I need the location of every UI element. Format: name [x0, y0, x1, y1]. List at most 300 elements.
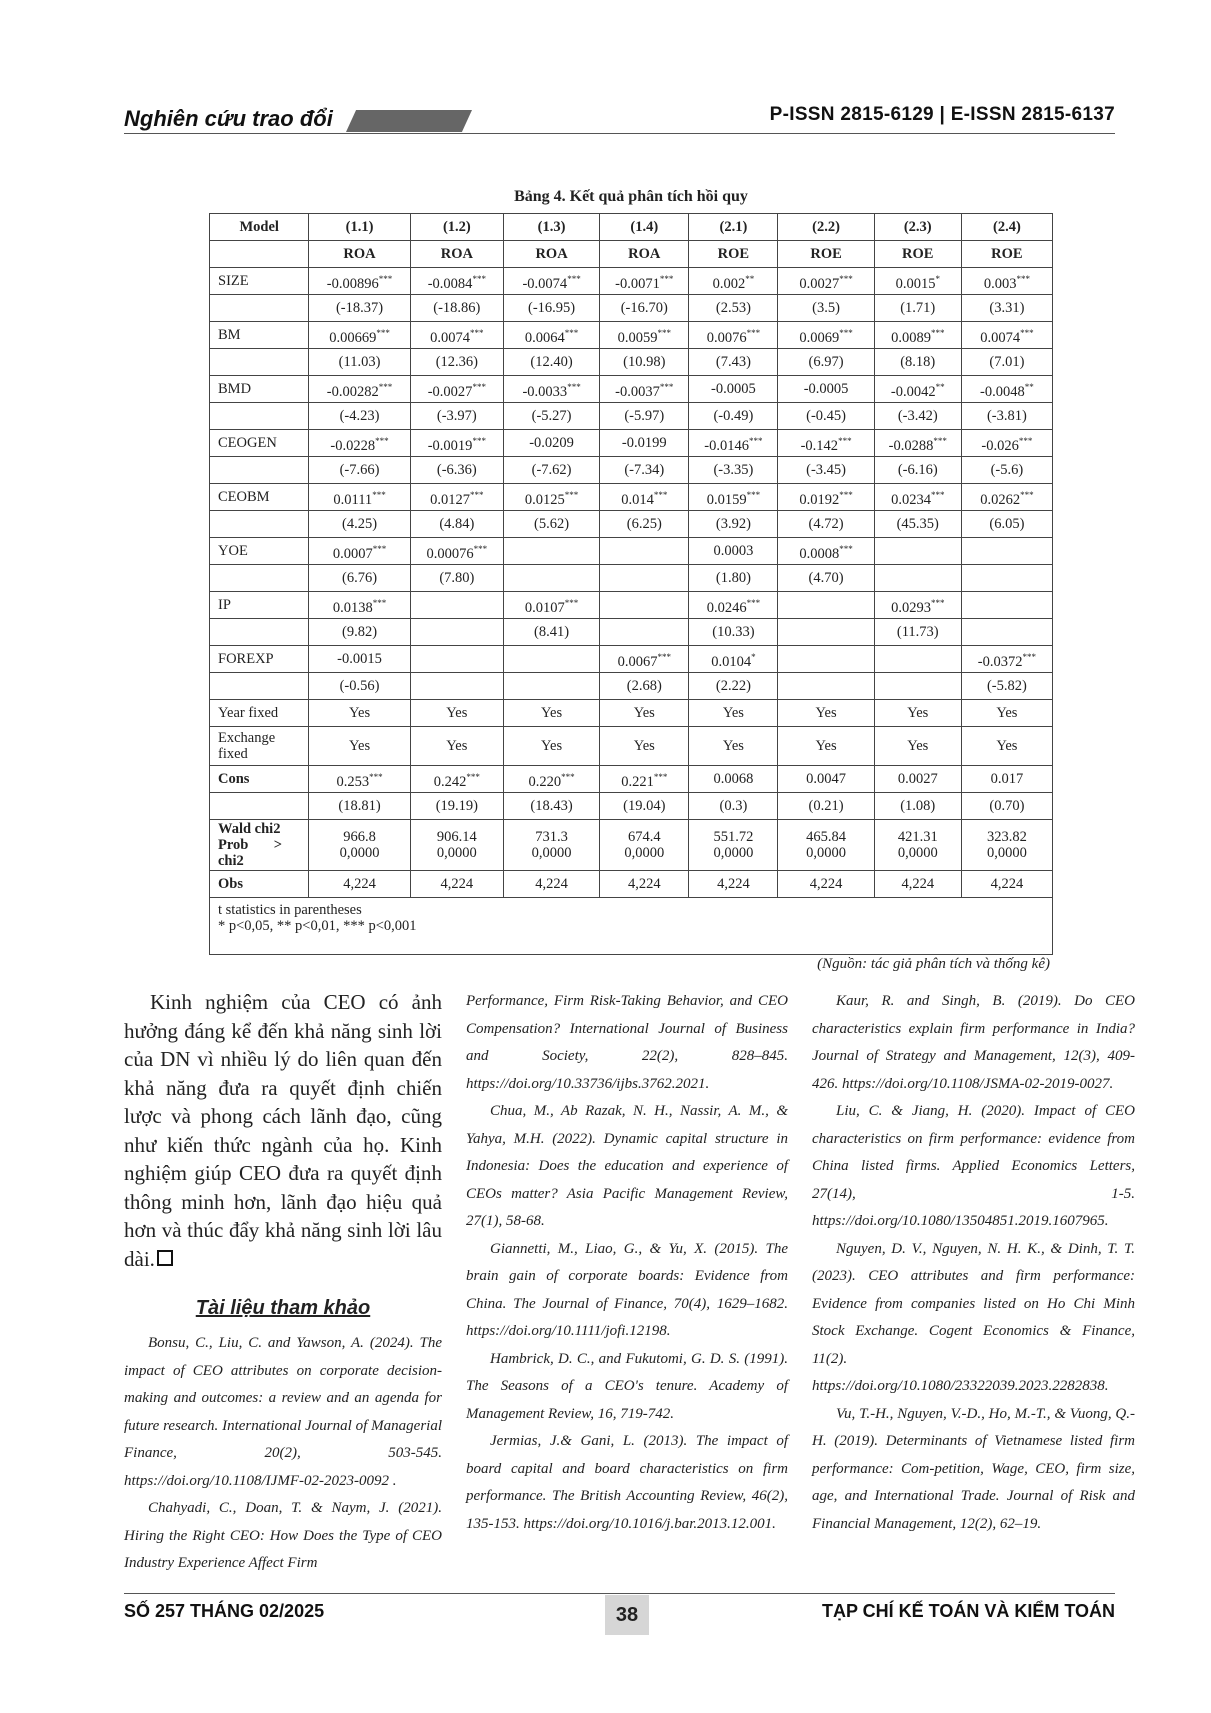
significance-stars: **: [935, 381, 945, 392]
significance-stars: ***: [930, 327, 945, 338]
row-label: Year fixed: [210, 700, 309, 727]
table-cell: [600, 820, 689, 871]
table-cell: -0.0005: [689, 376, 778, 403]
significance-stars: ***: [839, 273, 853, 284]
table-cell: [778, 430, 874, 457]
cell-value: -0.0019: [427, 437, 473, 454]
prob-value: 0,0000: [436, 845, 477, 861]
cell-value: -0.0146: [704, 437, 749, 454]
table-cell: (-5.27): [503, 403, 599, 430]
cons-t-row: [210, 793, 1053, 820]
table-cell: [503, 592, 599, 619]
row-label: FOREXP: [210, 646, 309, 673]
cell-value: 0.014: [621, 491, 654, 508]
cons-row: [210, 766, 1053, 793]
table-cell: (0.21): [778, 793, 874, 820]
cell-value: 0.242: [433, 773, 467, 790]
table-cell: Yes: [309, 727, 410, 766]
significance-stars: ***: [930, 489, 945, 500]
prob-value: 0,0000: [897, 845, 938, 861]
issue-label: SỐ 257 THÁNG 02/2025: [124, 1601, 325, 1621]
table-row: [210, 349, 1053, 376]
reference-entry: Liu, C. & Jiang, H. (2020). Impact of CEO characteristics on firm performance: evidence from China listed firms. Applied Economics Letters, 27(14), 1-5. https://doi.org/10.1080/13504851.2019.1607965.: [812, 1103, 1135, 1229]
table-cell: (2.3): [874, 214, 961, 241]
table-cell: (6.76): [309, 565, 410, 592]
table-cell: [874, 268, 961, 295]
table-cell: [689, 484, 778, 511]
cell-value: 0.003: [983, 275, 1017, 292]
reference-entry: Bonsu, C., Liu, C. and Yawson, A. (2024). The impact of CEO attributes on corporate decision-making and outcomes: a review and an agenda for future research. International Journal of Managerial Finance, 20(2), 503-545. https://doi.org/10.1108/IJMF-02-2023-0092 .: [124, 1335, 442, 1489]
prob-value: 0,0000: [339, 845, 380, 861]
wald-cell: [506, 829, 597, 861]
table-caption: Bảng 4. Kết quả phân tích hồi quy: [514, 188, 748, 205]
reference-entry: Vu, T.-H., Nguyen, V.-D., Ho, M.-T., & Vuong, Q.-H. (2019). Determinants of Vietnamese listed firm performance: Com-petition, Wage, CEO, firm size, age, and International Trade. Journal of Risk and Financial Management, 12(2), 62–19.: [812, 1405, 1135, 1532]
table-cell: (7.43): [689, 349, 778, 376]
table-cell: [503, 646, 599, 673]
end-of-article-mark: [157, 1250, 173, 1266]
table-cell: [778, 820, 874, 871]
significance-stars: ***: [472, 381, 486, 392]
table-cell: 4,224: [503, 871, 599, 898]
significance-stars: ***: [372, 543, 387, 554]
cell-value: -0.0037: [615, 383, 660, 400]
label-line: Exchange: [218, 730, 276, 746]
table-cell: [600, 538, 689, 565]
reference-entry: Performance, Firm Risk-Taking Behavior, and CEO Compensation? International Journal of Business and Society, 22(2), 828–845. https://doi.org/10.33736/ijbs.3762.2021.: [466, 993, 788, 1092]
prob-value: 0,0000: [531, 845, 572, 861]
table-cell: (4.84): [410, 511, 503, 538]
significance-stars: ***: [1020, 327, 1034, 338]
table-cell: [961, 430, 1052, 457]
table-cell: 4,224: [309, 871, 410, 898]
column-3: [812, 988, 1135, 1538]
table-cell: [874, 430, 961, 457]
wald-cell: [964, 829, 1050, 861]
cell-value: -0.0071: [615, 275, 660, 292]
table-row: [210, 592, 1053, 619]
cell-value: 0.0059: [617, 329, 658, 346]
table-cell: [410, 430, 503, 457]
table-cell: (19.04): [600, 793, 689, 820]
table-cell: Yes: [689, 727, 778, 766]
table-cell: [309, 322, 410, 349]
table-cell: (-16.95): [503, 295, 599, 322]
cell-value: 0.0027: [799, 275, 840, 292]
table-row: [210, 430, 1053, 457]
row-label: CEOBM: [210, 484, 309, 511]
table-cell: ROE: [874, 241, 961, 268]
significance-stars: ***: [567, 381, 581, 392]
table-cell: (2.1): [689, 214, 778, 241]
prob-value: 0,0000: [624, 845, 665, 861]
table-cell: [778, 538, 874, 565]
table-cell: (4.70): [778, 565, 874, 592]
column-1: [124, 988, 442, 1578]
significance-stars: *: [751, 651, 756, 662]
wald-chi2-value: 731.3: [535, 829, 568, 845]
table-cell: (3.5): [778, 295, 874, 322]
table-cell: [503, 820, 599, 871]
table-cell: (5.62): [503, 511, 599, 538]
row-label: [210, 820, 309, 871]
table-cell: [410, 766, 503, 793]
table-cell: [874, 322, 961, 349]
table-cell: [410, 538, 503, 565]
table-cell: 4,224: [410, 871, 503, 898]
row-label: Cons: [210, 766, 309, 793]
table-cell: (2.68): [600, 673, 689, 700]
table-cell: (-5.6): [961, 457, 1052, 484]
table-cell: (3.92): [689, 511, 778, 538]
row-label: [210, 295, 309, 322]
significance-stars: ***: [369, 771, 383, 782]
table-cell: [309, 376, 410, 403]
cell-value: -0.00282: [326, 383, 379, 400]
table-row: [210, 673, 1053, 700]
wald-row: [210, 820, 1053, 871]
label-line: Prob >: [218, 837, 282, 853]
section-title: Nghiên cứu trao đổi: [124, 106, 333, 131]
significance-stars: ***: [1018, 435, 1033, 446]
table-cell: (1.08): [874, 793, 961, 820]
table-cell: [874, 484, 961, 511]
table-cell: [600, 376, 689, 403]
notes-row: [210, 898, 1053, 955]
prob-value: 0,0000: [986, 845, 1027, 861]
significance-stars: **: [745, 273, 755, 284]
reference-entry: Chua, M., Ab Razak, N. H., Nassir, A. M., & Yahya, M.H. (2022). Dynamic capital structure in Indonesia: Does the education and experience of CEOs matter? Asia Pacific Management Review, 27(1), 58-68.: [466, 1103, 788, 1229]
table-cell: (2.2): [778, 214, 874, 241]
table-cell: Yes: [410, 700, 503, 727]
table-row: [210, 511, 1053, 538]
row-label: [210, 619, 309, 646]
table-cell: Yes: [961, 700, 1052, 727]
table-cell: [503, 268, 599, 295]
table-cell: [778, 673, 874, 700]
table-cell: [600, 484, 689, 511]
significance-stars: ***: [472, 435, 486, 446]
row-label: BM: [210, 322, 309, 349]
significance-stars: ***: [376, 327, 390, 338]
table-cell: [600, 766, 689, 793]
table-cell: [309, 484, 410, 511]
table-cell: ROA: [410, 241, 503, 268]
reference-entry: Jermias, J.& Gani, L. (2013). The impact of board capital and board characteristics on firm performance. The British Accounting Review, 46(2), 135-153. https://doi.org/10.1016/j.bar.2013.12.001.: [466, 1433, 788, 1532]
cell-value: 0.0104: [711, 653, 752, 670]
table-cell: (1.3): [503, 214, 599, 241]
cell-value: 0.0064: [524, 329, 565, 346]
table-cell: (-7.66): [309, 457, 410, 484]
cell-value: 0.0246: [706, 599, 747, 616]
table-row: [210, 376, 1053, 403]
row-label: Model: [210, 214, 309, 241]
cell-value: 0.0107: [524, 599, 565, 616]
table-cell: [600, 646, 689, 673]
table-cell: [778, 268, 874, 295]
table-cell: [874, 646, 961, 673]
table-cell: [600, 592, 689, 619]
row-label: [210, 673, 309, 700]
cell-value: 0.0127: [430, 491, 471, 508]
footer-divider: [124, 1593, 1115, 1594]
table-cell: Yes: [410, 727, 503, 766]
table-cell: [689, 430, 778, 457]
exchange-fixed-label: [218, 730, 306, 762]
row-label: Obs: [210, 871, 309, 898]
significance-stars: ***: [470, 327, 484, 338]
table-cell: -0.0199: [600, 430, 689, 457]
wald-chi2-value: 906.14: [436, 829, 477, 845]
table-cell: (11.03): [309, 349, 410, 376]
table-cell: (6.05): [961, 511, 1052, 538]
cell-value: -0.026: [981, 437, 1019, 454]
wald-cell: [877, 829, 959, 861]
table-cell: [309, 820, 410, 871]
table-cell: (-0.45): [778, 403, 874, 430]
exchange-fixed-row: [210, 727, 1053, 766]
table-cell: [503, 766, 599, 793]
table-cell: -0.0015: [309, 646, 410, 673]
row-label: [210, 403, 309, 430]
obs-row: [210, 871, 1053, 898]
table-cell: [961, 592, 1052, 619]
table-cell: [503, 673, 599, 700]
significance-stars: ***: [564, 597, 579, 608]
table-cell: (2.22): [689, 673, 778, 700]
table-cell: (-6.36): [410, 457, 503, 484]
significance-stars: ***: [372, 489, 386, 500]
cell-value: 0.0125: [524, 491, 565, 508]
table-row: [210, 484, 1053, 511]
table-cell: [689, 592, 778, 619]
label-line: chi2: [218, 853, 244, 869]
table-cell: (0.3): [689, 793, 778, 820]
significance-stars: ***: [746, 327, 761, 338]
cell-value: -0.0048: [980, 383, 1025, 400]
body-paragraph-text: Kinh nghiệm của CEO có ảnh hưởng đáng kể đến khả năng sinh lời của DN vì nhiều lý do liên quan đến khả năng đưa ra quyết định chiến lược và phong cách lãnh đạo, cũng như kiến thức ngành của họ. Kinh nghiệm giúp CEO đưa ra quyết định thông minh hơn, lãnh đạo hiệu quả hơn và thúc đẩy khả năng sinh lời lâu dài.: [124, 990, 442, 1271]
wald-chi2-value: 421.31: [897, 829, 938, 845]
table-row: [210, 403, 1053, 430]
significance-stars: ***: [378, 273, 393, 284]
body-paragraph: [124, 988, 442, 1273]
table-cell: [600, 565, 689, 592]
table-cell: ROE: [778, 241, 874, 268]
cell-value: -0.0084: [427, 275, 473, 292]
cell-value: 0.0008: [799, 545, 840, 562]
table-notes: [210, 898, 1053, 955]
table-cell: [961, 565, 1052, 592]
column-2: [466, 988, 788, 1538]
header-divider: [124, 133, 1115, 134]
significance-stars: ***: [746, 597, 761, 608]
table-row: [210, 295, 1053, 322]
table-cell: (18.81): [309, 793, 410, 820]
table-cell: (9.82): [309, 619, 410, 646]
table-cell: (7.01): [961, 349, 1052, 376]
table-cell: (2.53): [689, 295, 778, 322]
cell-value: 0.220: [528, 773, 562, 790]
references-heading: Tài liệu tham khảo: [195, 1297, 371, 1319]
cell-value: 0.002: [712, 275, 746, 292]
significance-stars: ***: [378, 381, 393, 392]
table-cell: Yes: [874, 700, 961, 727]
table-cell: (6.97): [778, 349, 874, 376]
wald-cell: [691, 829, 775, 861]
table-cell: [961, 376, 1052, 403]
cell-value: -0.0372: [977, 653, 1023, 670]
table-cell: [778, 619, 874, 646]
table-cell: [961, 619, 1052, 646]
cell-value: 0.0138: [332, 599, 373, 616]
cell-value: 0.0015: [895, 275, 936, 292]
table-cell: Yes: [961, 727, 1052, 766]
table-cell: [961, 484, 1052, 511]
table-row: [210, 646, 1053, 673]
table-cell: (12.40): [503, 349, 599, 376]
table-cell: Yes: [874, 727, 961, 766]
table-cell: 0.0027: [874, 766, 961, 793]
table-cell: (-7.62): [503, 457, 599, 484]
row-label: BMD: [210, 376, 309, 403]
table-cell: (-3.42): [874, 403, 961, 430]
significance-stars: ***: [375, 435, 389, 446]
row-label: SIZE: [210, 268, 309, 295]
table-cell: Yes: [600, 727, 689, 766]
cell-value: 0.0192: [799, 491, 840, 508]
significance-stars: ***: [653, 489, 668, 500]
table-cell: (-4.23): [309, 403, 410, 430]
table-cell: [874, 565, 961, 592]
references-col2: [466, 988, 788, 1538]
cell-value: -0.0042: [890, 383, 936, 400]
significance-stars: ***: [839, 489, 853, 500]
table-cell: [503, 484, 599, 511]
row-label: [210, 511, 309, 538]
table-cell: Yes: [600, 700, 689, 727]
table-cell: [410, 673, 503, 700]
journal-name: TẠP CHÍ KẾ TOÁN VÀ KIỂM TOÁN: [821, 1601, 1115, 1621]
table-cell: [309, 538, 410, 565]
row-label: [210, 457, 309, 484]
table-cell: [689, 268, 778, 295]
table-cell: 0.017: [961, 766, 1052, 793]
table-cell: Yes: [778, 727, 874, 766]
table-cell: 0.0047: [778, 766, 874, 793]
table-row: [210, 538, 1053, 565]
table-cell: [600, 322, 689, 349]
table-cell: [410, 268, 503, 295]
wald-chi2-value: 551.72: [713, 829, 754, 845]
table-cell: (-7.34): [600, 457, 689, 484]
table-cell: -0.0005: [778, 376, 874, 403]
table-cell: [874, 376, 961, 403]
wald-chi2-value: 966.8: [343, 829, 376, 845]
table-cell: [961, 820, 1052, 871]
significance-stars: ***: [838, 435, 852, 446]
significance-stars: ***: [564, 489, 579, 500]
table-cell: ROE: [689, 241, 778, 268]
table-cell: 4,224: [689, 871, 778, 898]
significance-stars: ***: [657, 327, 671, 338]
table-cell: (1.2): [410, 214, 503, 241]
significance-stars: ***: [466, 771, 480, 782]
row-label: [210, 241, 309, 268]
cell-value: -0.00896: [326, 275, 379, 292]
cell-value: -0.0027: [427, 383, 473, 400]
table-cell: [503, 322, 599, 349]
wald-chi2-value: 323.82: [986, 829, 1027, 845]
significance-stars: ***: [1016, 273, 1030, 284]
row-label: [210, 793, 309, 820]
references-col1: [124, 1330, 442, 1578]
significance-stars: **: [1024, 381, 1034, 392]
table-cell: (-3.97): [410, 403, 503, 430]
table-cell: (8.41): [503, 619, 599, 646]
significance-stars: ***: [1022, 651, 1036, 662]
table-cell: [410, 592, 503, 619]
reference-entry: Chahyadi, C., Doan, T. & Naym, J. (2021). Hiring the Right CEO: How Does the Type of CEO Industry Experience Affect Firm: [124, 1500, 442, 1571]
wald-cell: [780, 829, 871, 861]
table-cell: [961, 538, 1052, 565]
table-cell: (-18.86): [410, 295, 503, 322]
table-cell: (4.72): [778, 511, 874, 538]
significance-stars: ***: [657, 651, 671, 662]
table-cell: [778, 484, 874, 511]
row-label: [210, 565, 309, 592]
significance-stars: *: [935, 273, 940, 284]
significance-stars: ***: [748, 435, 763, 446]
table-cell: (18.43): [503, 793, 599, 820]
table-cell: [778, 592, 874, 619]
significance-stars: ***: [653, 771, 668, 782]
table-cell: [410, 376, 503, 403]
table-cell: [503, 376, 599, 403]
cell-value: 0.0074: [980, 329, 1021, 346]
table-cell: 4,224: [961, 871, 1052, 898]
table-row: [210, 700, 1053, 727]
cell-value: -0.0074: [522, 275, 568, 292]
significance-stars: ***: [561, 771, 575, 782]
table-cell: [874, 820, 961, 871]
table-cell: 4,224: [874, 871, 961, 898]
table-cell: [961, 646, 1052, 673]
table-cell: (4.25): [309, 511, 410, 538]
wald-chi2-value: 465.84: [806, 829, 847, 845]
table-cell: [410, 820, 503, 871]
reference-entry: Nguyen, D. V., Nguyen, N. H. K., & Dinh, T. T. (2023). CEO attributes and firm performance: Evidence from companies listed on Ho Chi Minh Stock Exchange. Cogent Economics & Finance, 11(2). https://doi.org/10.1080/23322039.2023.2282838.: [812, 1240, 1135, 1394]
table-cell: [410, 484, 503, 511]
label-line: fixed: [218, 746, 248, 762]
significance-stars: ***: [930, 597, 945, 608]
significance-stars: ***: [567, 273, 581, 284]
cell-value: 0.0074: [430, 329, 471, 346]
header-row: [210, 241, 1053, 268]
reference-entry: Giannetti, M., Liao, G., & Yu, X. (2015). The brain gain of corporate boards: Evidence from China. The Journal of Finance, 70(4), 1629–1682. https://doi.org/10.1111/jofi.12198.: [466, 1240, 788, 1339]
row-label: [210, 727, 309, 766]
significance-stars: ***: [372, 597, 387, 608]
table-cell: [309, 766, 410, 793]
header-decoration-bar: [346, 110, 472, 132]
table-cell: (-6.16): [874, 457, 961, 484]
prob-value: 0,0000: [713, 845, 754, 861]
table-cell: (1.71): [874, 295, 961, 322]
page-number: 38: [605, 1595, 649, 1635]
prob-value: 0,0000: [806, 845, 847, 861]
table-cell: [961, 322, 1052, 349]
table-cell: (3.31): [961, 295, 1052, 322]
table-cell: Yes: [503, 727, 599, 766]
note-line: t statistics in parentheses: [218, 902, 362, 918]
